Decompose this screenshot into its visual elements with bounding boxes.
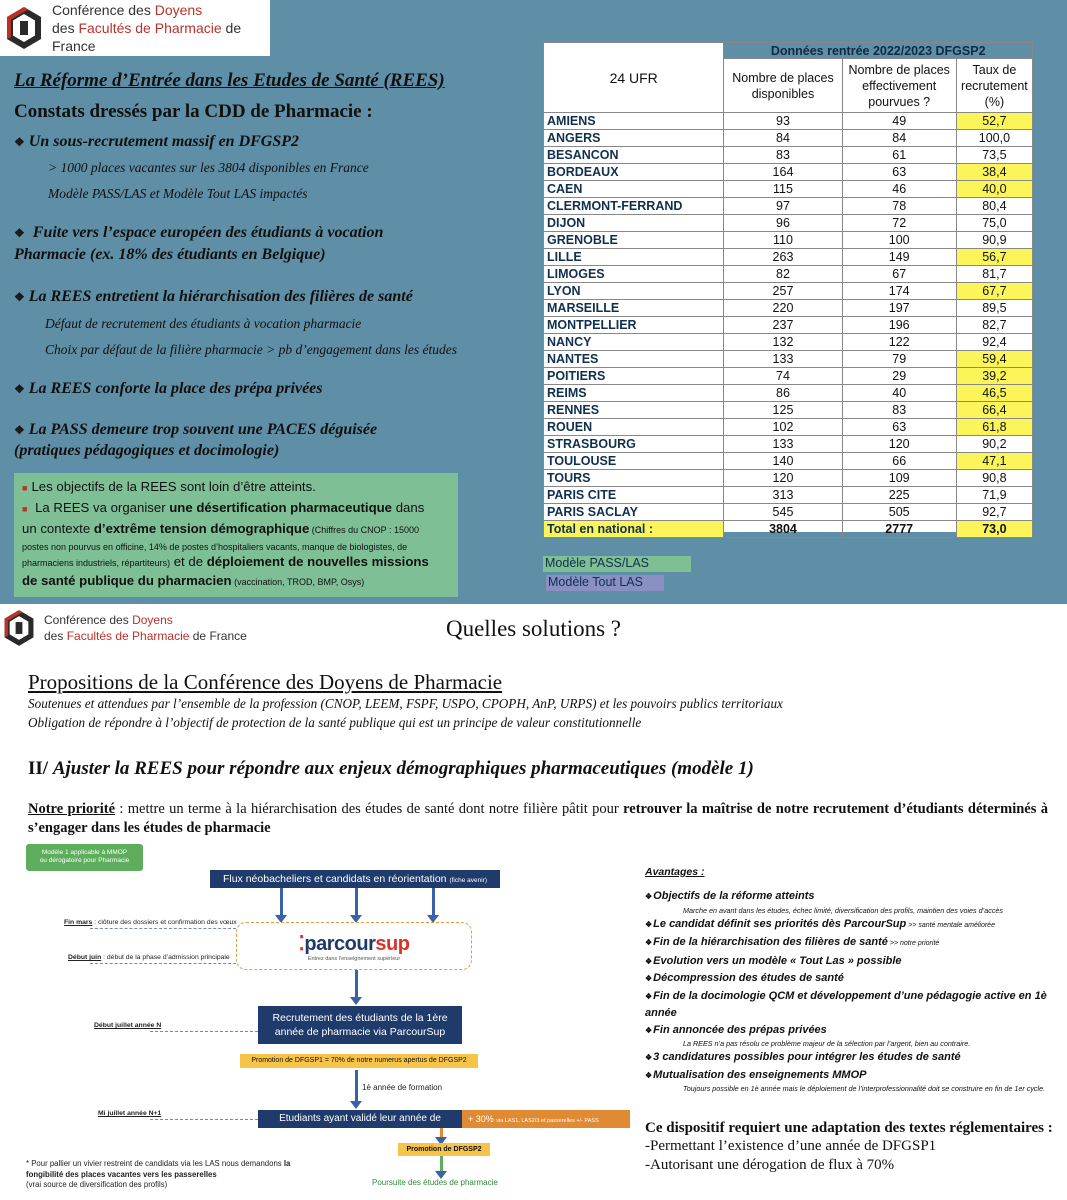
taux-value: 92,4 (956, 334, 1032, 351)
down-arrow-icon (355, 1070, 358, 1102)
places-value: 125 (724, 402, 842, 419)
model-badge: Modèle 1 applicable à MMOP ou dérogatoire pour Pharmacie (26, 844, 143, 871)
point-pass-cont: (pratiques pédagogiques et docimologie) (14, 442, 280, 459)
col-header-places: Nombre de places disponibles (724, 59, 842, 113)
ufr-name: BESANCON (544, 147, 724, 164)
diamond-bullet-icon: ❖ (645, 1053, 653, 1062)
table-row (544, 283, 1033, 300)
table-row (544, 147, 1033, 164)
taux-value: 47,1 (956, 453, 1032, 470)
slide1-subtitle: Constats dressés par la CDD de Pharmacie : (14, 101, 373, 122)
pourvues-value: 174 (842, 283, 956, 300)
ufr-name: CAEN (544, 181, 724, 198)
pourvues-value: 505 (842, 504, 956, 521)
advantage-item: ❖3 candidatures possibles pour intégrer les études de santé (645, 1051, 961, 1063)
parcoursup-mark-icon: ⁚ (298, 932, 305, 955)
table-row (544, 215, 1033, 232)
pourvues-value: 109 (842, 470, 956, 487)
table-row-total (544, 521, 1033, 538)
diamond-bullet-icon: ❖ (645, 1025, 653, 1035)
pourvues-value: 49 (842, 113, 956, 130)
taux-value: 92,7 (956, 504, 1032, 521)
pourvues-value: 29 (842, 368, 956, 385)
diamond-bullet-icon: ❖ (645, 991, 653, 1001)
pourvues-value: 79 (842, 351, 956, 368)
point-fuite: ❖ Fuite vers l’espace européen des étudiants à vocation (14, 224, 384, 241)
ufr-name: NANTES (544, 351, 724, 368)
taux-value: 46,5 (956, 385, 1032, 402)
taux-value: 75,0 (956, 215, 1032, 232)
ufr-name: ROUEN (544, 419, 724, 436)
slide-solutions (0, 604, 1067, 1200)
total-label: Total en national : (544, 521, 724, 538)
places-value: 545 (724, 504, 842, 521)
table-row (544, 164, 1033, 181)
point-pass: ❖ La PASS demeure trop souvent une PACES déguisée (14, 421, 378, 438)
places-value: 86 (724, 385, 842, 402)
advantages-list (645, 888, 1055, 1094)
places-value: 263 (724, 249, 842, 266)
col-header-pourvues: Nombre de places effectivement pourvues ? (842, 59, 956, 113)
timeline-divider (150, 1119, 258, 1120)
taux-value: 100,0 (956, 130, 1032, 147)
support-line: Soutenues et attendues par l’ensemble de la profession (CNOP, LEEM, FSPF, USPO, CPOPH, AnP, URPS) et les pouvoirs publics territoriaux (28, 696, 783, 711)
places-value: 115 (724, 181, 842, 198)
taux-value: 52,7 (956, 113, 1032, 130)
table-top-header: Données rentrée 2022/2023 DFGSP2 (724, 43, 1033, 59)
ufr-name: GRENOBLE (544, 232, 724, 249)
taux-value: 67,7 (956, 283, 1032, 300)
parcoursup-logo: ⁚parcoursup Entrez dans l’enseignement supérieur (236, 922, 472, 970)
taux-value: 73,5 (956, 147, 1032, 164)
table-row (544, 504, 1033, 521)
taux-value: 56,7 (956, 249, 1032, 266)
taux-value: 38,4 (956, 164, 1032, 181)
table-row (544, 487, 1033, 504)
ufr-name: TOURS (544, 470, 724, 487)
advantage-item: ❖Décompression des études de santé (645, 972, 844, 984)
places-value: 313 (724, 487, 842, 504)
diamond-bullet-icon: ❖ (14, 226, 25, 240)
ufr-name: POITIERS (544, 368, 724, 385)
priority-paragraph: Notre priorité : mettre un terme à la hiérarchisation des études de santé dont notre filière pâtit pour retrouver la maîtrise de notre recrutement d’étudiants déterminés à s’engager dans les études de pharmacie (28, 801, 1048, 836)
pourvues-value: 40 (842, 385, 956, 402)
places-value: 74 (724, 368, 842, 385)
timeline-divider (90, 928, 236, 929)
down-arrow-icon (355, 888, 358, 916)
diamond-bullet-icon: ❖ (645, 1070, 653, 1080)
validation-box: Etudiants ayant validé leur année de DFGSP1 (258, 1110, 462, 1128)
table-row (544, 232, 1033, 249)
taux-value: 61,8 (956, 419, 1032, 436)
taux-value: 90,2 (956, 436, 1032, 453)
places-value: 84 (724, 130, 842, 147)
pourvues-value: 46 (842, 181, 956, 198)
places-value: 132 (724, 334, 842, 351)
table-row (544, 181, 1033, 198)
conclusion-box: ■ Les objectifs de la REES sont loin d’être atteints. ■ La REES va organiser une désertification pharmaceutique dans un contexte d’extrême tension démographique (Chiffres du CNOP : 15000 postes non pourvus en officine, 14% de postes d’hospitaliers vacants, manque de biologistes, de pharmaciens industriels, répartiteurs) et de déploiement de nouvelles missions de santé publique du pharmacien (vaccination, TROD, BMP, Osys) (14, 473, 458, 597)
table-row (544, 351, 1033, 368)
diamond-bullet-icon: ❖ (645, 892, 653, 901)
places-value: 82 (724, 266, 842, 283)
point-sub: > 1000 places vacantes sur les 3804 disponibles en France (48, 160, 369, 175)
ufr-name: REIMS (544, 385, 724, 402)
slide2-title: Quelles solutions ? (445, 616, 622, 641)
table-row (544, 113, 1033, 130)
col-header-taux: Taux de recrutement (%) (956, 59, 1032, 113)
places-value: 164 (724, 164, 842, 181)
cdd-logo-text: Conférence des Doyens des Facultés de Pharmacie de France (52, 2, 242, 54)
slide1-title: La Réforme d’Entrée dans les Etudes de Santé (REES) (14, 70, 445, 91)
cdd-logo-icon (4, 5, 44, 51)
diamond-bullet-icon: ❖ (14, 423, 25, 437)
diamond-bullet-icon: ❖ (645, 956, 653, 966)
advantage-item: ❖Mutualisation des enseignements MMOP (645, 1068, 867, 1081)
advantage-item: ❖Fin de la docimologie QCM et développement d’une pédagogie active en 1è année (645, 989, 1047, 1019)
table-row (544, 249, 1033, 266)
taux-value: 90,8 (956, 470, 1032, 487)
point-prepa: ❖ La REES conforte la place des prépa privées (14, 380, 323, 397)
promotion-dfgsp2: Promotion de DFGSP2 (398, 1143, 490, 1156)
ufr-name: NANCY (544, 334, 724, 351)
pourvues-value: 78 (842, 198, 956, 215)
advantage-item: ❖Evolution vers un modèle « Tout Las » possible (645, 954, 902, 967)
legend-pass-las: Modèle PASS/LAS (543, 556, 691, 572)
table-row (544, 436, 1033, 453)
pourvues-value: 72 (842, 215, 956, 232)
advantages-title: Avantages : (645, 866, 705, 878)
footnote: * Pour pallier un vivier restreint de candidats via les LAS nous demandons la fongibilité des places vacantes vers les passerelles (vrai source de diversification des profils) (26, 1159, 291, 1189)
requirement-item: -Permettant l’existence d’une année de DFGSP1 (645, 1138, 937, 1154)
advantage-note: La REES n’a pas résolu ce problème majeur de la sélection par l’argent, bien au contraire. (683, 1039, 971, 1048)
pourvues-value: 149 (842, 249, 956, 266)
ufr-name: PARIS CITE (544, 487, 724, 504)
taux-value: 81,7 (956, 266, 1032, 283)
diamond-bullet-icon: ❖ (645, 919, 653, 929)
advantage-note: Toujours possible en 1è année mais le déploiement de l’interprofessionnalité doit se construire en fin de 1er cycle. (683, 1084, 1046, 1093)
pourvues-value: 122 (842, 334, 956, 351)
note-debut-juin: Début juin : début de la phase d’admission principale (68, 954, 230, 961)
cdd-logo-text: Conférence des Doyens des Facultés de Pharmacie de France (44, 613, 247, 643)
point-hierarchisation: ❖ La REES entretient la hiérarchisation des filières de santé (14, 288, 413, 305)
ufr-table-body (544, 113, 1033, 521)
plus-30-box: + 30% via LAS1, LAS2/3 et passerelles +/- PASS (462, 1110, 630, 1128)
point-sub: Défaut de recrutement des étudiants à vocation pharmacie (45, 316, 362, 331)
parcoursup-wordmark: ⁚parcoursup (298, 932, 410, 955)
point-sub: Choix par défaut de la filière pharmacie > pb d’engagement dans les études (45, 342, 458, 357)
advantage-note: Marche en avant dans les études, échec limité, diversification des profils, maintien des voies d’accès (683, 905, 1004, 915)
ufr-name: BORDEAUX (544, 164, 724, 181)
table-row (544, 266, 1033, 283)
taux-value: 71,9 (956, 487, 1032, 504)
note-debut-juillet: Début juillet année N (94, 1022, 162, 1029)
taux-value: 59,4 (956, 351, 1032, 368)
table-row (544, 198, 1033, 215)
places-value: 93 (724, 113, 842, 130)
diamond-bullet-icon: ❖ (14, 135, 25, 149)
diamond-bullet-icon: ❖ (645, 974, 653, 983)
pourvues-value: 120 (842, 436, 956, 453)
pourvues-value: 63 (842, 164, 956, 181)
places-value: 257 (724, 283, 842, 300)
pourvues-value: 225 (842, 487, 956, 504)
total-taux: 73,0 (956, 521, 1032, 538)
pourvues-value: 63 (842, 419, 956, 436)
table-row (544, 453, 1033, 470)
total-places: 3804 (724, 521, 842, 538)
table-row (544, 130, 1033, 147)
places-value: 237 (724, 317, 842, 334)
table-row (544, 317, 1033, 334)
table-row (544, 419, 1033, 436)
places-value: 220 (724, 300, 842, 317)
places-value: 83 (724, 147, 842, 164)
ufr-name: RENNES (544, 402, 724, 419)
point-sous-recrutement: ❖ Un sous-recrutement massif en DFGSP2 (14, 133, 300, 150)
pourvues-value: 196 (842, 317, 956, 334)
advantage-item: ❖Objectifs de la réforme atteints (645, 890, 815, 902)
advantage-item: ❖Fin de la hiérarchisation des filières de santé >> notre priorité (645, 936, 940, 948)
ufr-name: PARIS SACLAY (544, 504, 724, 521)
advantage-item: ❖Le candidat définit ses priorités dès ParcourSup >> santé mentale améliorée (645, 917, 995, 930)
note-mi-juillet: Mi juillet année N+1 (98, 1110, 162, 1117)
requirement-title: Ce dispositif requiert une adaptation des textes réglementaires : (645, 1120, 1053, 1136)
section-heading: II/ Ajuster la REES pour répondre aux enjeux démographiques pharmaceutiques (modèle 1) (28, 758, 754, 779)
poursuite-etudes: Poursuite des études de pharmacie (372, 1178, 498, 1187)
down-arrow-icon (432, 888, 435, 916)
places-value: 97 (724, 198, 842, 215)
taux-value: 89,5 (956, 300, 1032, 317)
timeline-divider (150, 1031, 258, 1032)
timeline-divider (90, 963, 236, 964)
taux-value: 82,7 (956, 317, 1032, 334)
places-value: 120 (724, 470, 842, 487)
ufr-table (543, 42, 1033, 538)
ufr-name: LIMOGES (544, 266, 724, 283)
diamond-bullet-icon: ❖ (645, 938, 653, 947)
taux-value: 39,2 (956, 368, 1032, 385)
places-value: 140 (724, 453, 842, 470)
table-row (544, 368, 1033, 385)
ufr-name: MARSEILLE (544, 300, 724, 317)
promotion-dfgsp1: Promotion de DFGSP1 = 70% de notre numerus apertus de DFGSP2 (240, 1054, 478, 1068)
ufr-name: AMIENS (544, 113, 724, 130)
pourvues-value: 100 (842, 232, 956, 249)
advantage-item: ❖Fin annoncée des prépas privées (645, 1023, 827, 1036)
ufr-name: STRASBOURG (544, 436, 724, 453)
pourvues-value: 67 (842, 266, 956, 283)
down-arrow-icon (280, 888, 283, 916)
annee-formation: 1è année de formation (362, 1083, 443, 1092)
note-fin-mars: Fin mars : clôture des dossiers et confirmation des vœux (64, 919, 237, 926)
diamond-bullet-icon: ❖ (14, 290, 25, 304)
point-fuite-cont: Pharmacie (ex. 18% des étudiants en Belgique) (14, 246, 326, 263)
requirement-item: -Autorisant une dérogation de flux à 70% (645, 1157, 895, 1173)
taux-value: 40,0 (956, 181, 1032, 198)
ufr-table-container (543, 42, 1033, 536)
ufr-name: ANGERS (544, 130, 724, 147)
flux-box: Flux néobacheliers et candidats en réorientation (fiche avenir) (210, 870, 500, 888)
down-arrow-icon (440, 1128, 443, 1138)
diamond-bullet-icon: ❖ (14, 382, 25, 396)
ufr-name: LILLE (544, 249, 724, 266)
legend-tout-las: Modèle Tout LAS (546, 575, 664, 591)
places-value: 133 (724, 436, 842, 453)
col-header-ufr: 24 UFR (544, 43, 724, 113)
table-row (544, 300, 1033, 317)
pourvues-value: 83 (842, 402, 956, 419)
pourvues-value: 61 (842, 147, 956, 164)
down-arrow-icon (355, 970, 358, 998)
taux-value: 90,9 (956, 232, 1032, 249)
slide2-heading: Propositions de la Conférence des Doyens de Pharmacie (28, 670, 503, 694)
pourvues-value: 197 (842, 300, 956, 317)
square-bullet-icon: ■ (22, 483, 28, 493)
table-row (544, 334, 1033, 351)
square-bullet-icon: ■ (22, 504, 28, 514)
recrutement-box: Recrutement des étudiants de la 1ère année de pharmacie via ParcourSup (258, 1006, 462, 1044)
places-value: 133 (724, 351, 842, 368)
down-arrow-icon (440, 1156, 443, 1172)
places-value: 110 (724, 232, 842, 249)
table-row (544, 402, 1033, 419)
ufr-name: LYON (544, 283, 724, 300)
ufr-name: CLERMONT-FERRAND (544, 198, 724, 215)
places-value: 96 (724, 215, 842, 232)
ufr-name: TOULOUSE (544, 453, 724, 470)
table-row (544, 470, 1033, 487)
pourvues-value: 66 (842, 453, 956, 470)
total-pourvues: 2777 (842, 521, 956, 538)
taux-value: 80,4 (956, 198, 1032, 215)
places-value: 102 (724, 419, 842, 436)
ufr-name: MONTPELLIER (544, 317, 724, 334)
cdd-logo (0, 0, 270, 56)
obligation-line: Obligation de répondre à l’objectif de protection de la santé publique qui est un principe de valeur constitutionnelle (28, 715, 642, 730)
ufr-name: DIJON (544, 215, 724, 232)
pourvues-value: 84 (842, 130, 956, 147)
taux-value: 66,4 (956, 402, 1032, 419)
table-row (544, 385, 1033, 402)
point-sub: Modèle PASS/LAS et Modèle Tout LAS impactés (48, 186, 308, 201)
